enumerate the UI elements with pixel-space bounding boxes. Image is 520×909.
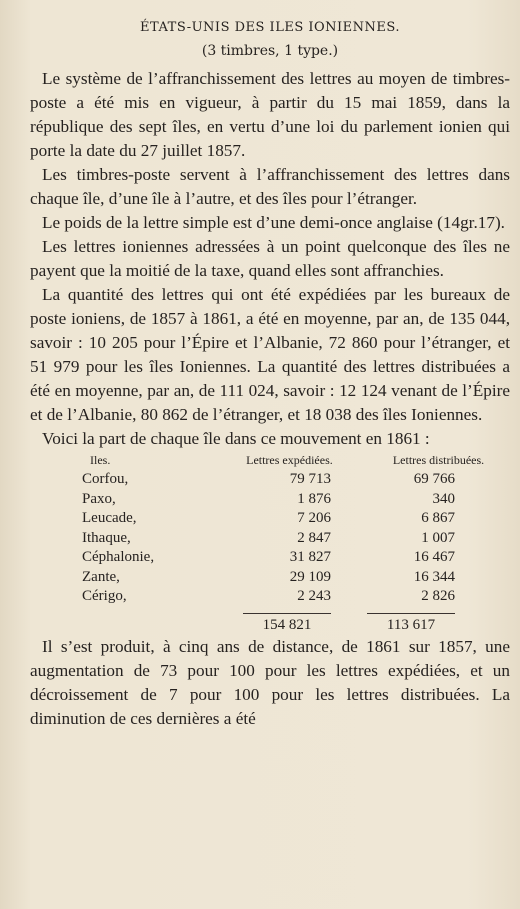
island-name: Paxo, — [82, 490, 116, 507]
chapter-title: ÉTATS-UNIS DES ILES IONIENNES. — [140, 20, 400, 35]
table-row — [30, 470, 510, 490]
totals-row — [30, 607, 510, 636]
table-row — [30, 509, 510, 529]
letters-sent: 1 876 — [297, 490, 331, 507]
header-delivered: Lettres distribuées. — [392, 453, 485, 467]
total-sent: 154 821 — [243, 613, 331, 636]
letters-delivered: 340 — [432, 490, 455, 507]
header-islands: Iles. — [90, 453, 111, 467]
chapter-subtitle: (3 timbres, 1 type.) — [201, 43, 339, 59]
island-name: Leucade, — [82, 510, 137, 526]
island-name: Céphalonie, — [82, 549, 155, 565]
letters-sent: 31 827 — [289, 549, 331, 565]
paragraph-4: Les lettres ioniennes adressées à un point quelconque des îles ne payent que la moitié de la taxe, quand elles sont affranchies. — [30, 237, 510, 280]
table-row — [30, 568, 510, 588]
letters-delivered: 1 007 — [421, 529, 455, 546]
letters-sent: 29 109 — [289, 568, 331, 585]
letters-delivered: 2 826 — [421, 588, 455, 604]
letters-delivered: 16 467 — [413, 549, 455, 565]
header-sent: Lettres expédiées. — [246, 453, 333, 467]
paragraph-7: Il s’est produit, à cinq ans de distance, de 1861 sur 1857, une augmentation de 73 pour 100 pour les lettres expédiées, et un décroissement de 7 pour 100 pour les lettres distribuées. La diminution de ces dernières a été — [30, 637, 510, 728]
island-name: Cérigo, — [82, 588, 127, 604]
letters-delivered: 16 344 — [413, 568, 455, 585]
letters-delivered: 69 766 — [413, 471, 455, 487]
island-name: Corfou, — [82, 471, 129, 487]
table-row — [30, 587, 510, 607]
table-row — [30, 490, 510, 510]
letters-sent: 7 206 — [297, 510, 331, 526]
letters-sent: 2 847 — [297, 529, 331, 546]
letters-delivered: 6 867 — [421, 510, 455, 526]
island-name: Zante, — [82, 568, 120, 585]
paragraph-6: Voici la part de chaque île dans ce mouvement en 1861 : — [42, 429, 430, 448]
island-name: Ithaque, — [82, 529, 131, 546]
letters-sent: 79 713 — [289, 471, 331, 487]
table-row — [30, 548, 510, 568]
paragraph-3: Le poids de la lettre simple est d’une demi-once anglaise (14gr.17). — [42, 213, 505, 232]
paragraph-1: Le système de l’affranchissement des lettres au moyen de timbres-poste a été mis en vigueur, à partir du 15 mai 1859, dans la république des sept îles, en vertu d’une loi du parlement ionien qui porte la date du 27 juillet 1857. — [30, 69, 510, 160]
table-header-row — [30, 453, 510, 470]
paragraph-2: Les timbres-poste servent à l’affranchissement des lettres dans chaque île, d’une île à l’autre, et des îles pour l’étranger. — [30, 165, 510, 208]
total-delivered: 113 617 — [367, 613, 455, 636]
letters-sent: 2 243 — [297, 588, 331, 604]
island-letters-table — [30, 453, 510, 635]
paragraph-5: La quantité des lettres qui ont été expédiées par les bureaux de poste ioniens, de 1857 à 1861, a été en moyenne, par an, de 135 044, savoir : 10 205 pour l’Épire et l’Albanie, 72 860 pour l’étranger, et 51 979 pour les îles Ioniennes. La quantité des lettres distribuées a été en moyenne, par an, de 111 024, savoir : 12 124 venant de l’Épire et de l’Albanie, 80 862 de l’étranger, et 18 038 des îles Ioniennes. — [30, 285, 510, 424]
table-row — [30, 529, 510, 549]
